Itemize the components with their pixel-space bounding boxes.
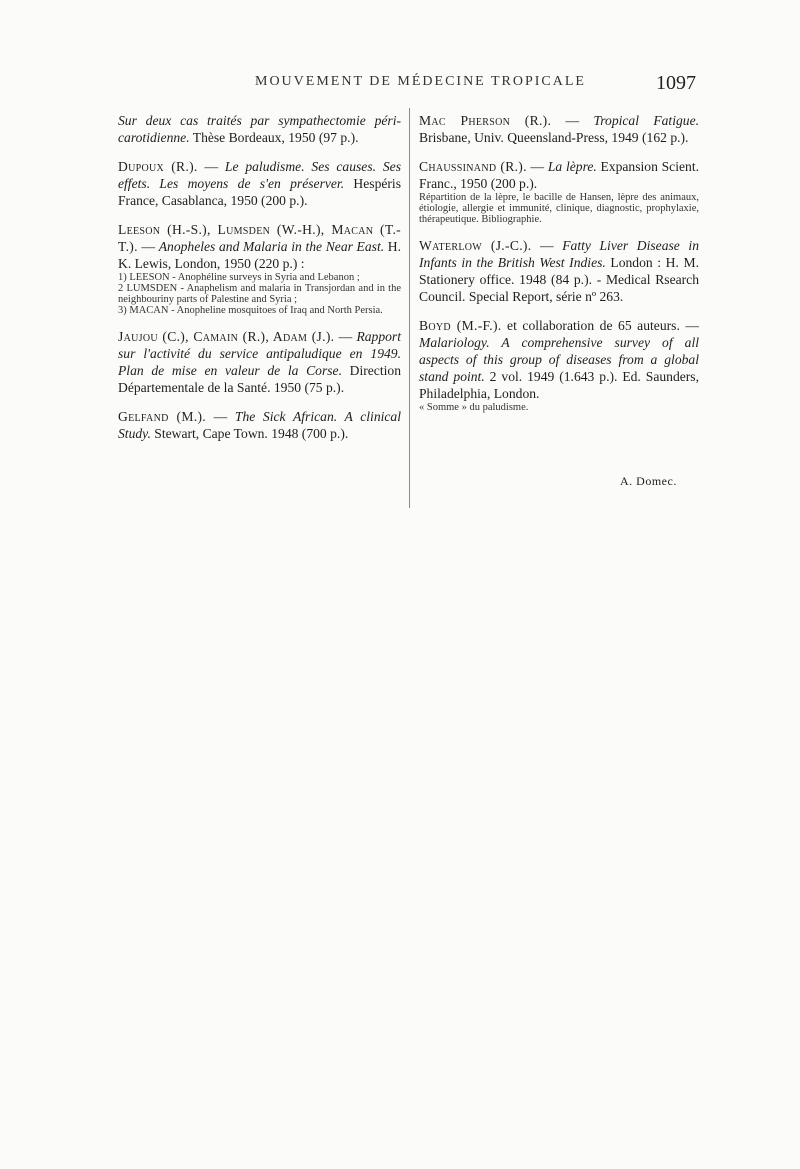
entry-author: Jaujou (C.), Camain (R.), Adam (J.). — [118, 329, 335, 344]
column-divider — [409, 108, 410, 508]
entry-title: The Sick African. A clinical Study. — [118, 409, 401, 441]
bibliography-entry — [118, 112, 401, 146]
entry-note: « Somme » du paludisme. — [419, 402, 529, 413]
entry-publication: Brisbane, Univ. Queensland-Press, 1949 (162 p.). — [419, 130, 689, 145]
bibliography-entry: Jaujou (C.), Camain (R.), Adam (J.). — Rapport sur l'activité du service antipaludique en 1949. Plan de mise en valeur de la Corse. Direction Départementale de la Santé. 1950 (75 p.). — [118, 329, 401, 395]
bibliography-entry: Leeson (H.-S.), Lumsden (W.-H.), Macan (T.-T.). — Anopheles and Malaria in the Near East. H. K. Lewis, London, 1950 (220 p.) : 1) LEESON - Anophéline surveys in Syria and Lebanon ; 2 LUMSDEN - Anaphelism and malaria in Transjordan and in the neighbouriny parts of Palestine and Syria ; 3) MACAN - Anopheline mosquitoes of Iraq and North Persia. — [118, 222, 401, 316]
entry-publication: Thèse Bordeaux, 1950 (97 p.). — [189, 130, 359, 145]
entry-title: La lèpre. — [547, 159, 597, 174]
entry-title: Anopheles and Malaria in the Near East. — [158, 239, 385, 254]
running-header: MOUVEMENT DE MÉDECINE TROPICALE — [255, 74, 586, 89]
entry-publication: London : H. M. Stationery office. 1948 (84 p.). - Medical Rsearch Council. Special Report, série nº 263. — [419, 255, 699, 304]
entry-title: Tropical Fatigue. — [593, 113, 700, 128]
bibliography-entry: Gelfand (M.). — The Sick African. A clinical Study. Stewart, Cape Town. 1948 (700 p.). — [118, 409, 401, 441]
page-number: 1097 — [656, 72, 696, 94]
bibliography-entry: Chaussinand (R.). — La lèpre. Expansion Scient. Franc., 1950 (200 p.). Répartition de la lèpre, le bacille de Hansen, lèpre des animaux, étiologie, allergie et immunité, clinique, diagnostic, prophylaxie, thérapeutique. Bibliographie. — [419, 159, 699, 225]
bibliography-entry: Waterlow (J.-C.). — Fatty Liver Disease in Infants in the British West Indies. London : H. M. Stationery office. 1948 (84 p.). - Medical Rsearch Council. Special Report, série nº 263. — [419, 238, 699, 304]
entry-title: Fatty Liver Disease in Infants in the British West Indies. — [419, 238, 699, 270]
entry-title: Rapport sur l'activité du service antipaludique en 1949. Plan de mise en valeur de la Corse. — [118, 329, 401, 378]
entry-note: Répartition de la lèpre, le bacille de Hansen, lèpre des animaux, étiologie, allergie et immunité, clinique, diagnostic, prophylaxie, thérapeutique. Bibliographie. — [419, 192, 699, 225]
entry-author: Gelfand (M.). — [118, 409, 206, 424]
bibliography-entry: Boyd (M.-F.). et collaboration de 65 auteurs. — Malariology. A comprehensive survey of all aspects of this group of diseases from a global stand point. 2 vol. 1949 (1.643 p.). Ed. Saunders, Philadelphia, London. « Somme » du paludisme. — [419, 318, 699, 413]
bibliography-entry: Dupoux (R.). — Le paludisme. Ses causes. Ses effets. Les moyens de s'en préserver. Hespéris France, Casablanca, 1950 (200 p.). — [118, 159, 401, 208]
entry-author: Chaussinand (R.). — [419, 159, 527, 174]
entry-author: Mac Pherson (R.). — [419, 113, 552, 128]
entry-note: 1) LEESON - Anophéline surveys in Syria and Lebanon ; — [118, 272, 360, 283]
entry-publication: Stewart, Cape Town. 1948 (700 p.). — [150, 426, 349, 441]
left-column — [118, 112, 401, 454]
entry-publication: Direction Départementale de la Santé. 1950 (75 p.). — [118, 363, 401, 395]
entry-publication: Expansion Scient. Franc., 1950 (200 p.). — [419, 159, 699, 191]
entry-author: Boyd (M.-F.). — [419, 318, 502, 333]
entry-title: Malariology. A comprehensive survey of all aspects of this group of diseases from a global stand point. — [419, 335, 699, 384]
entry-title: Sur deux cas traités par sympathectomie péri-carotidienne. — [118, 113, 401, 145]
entry-author: Leeson (H.-S.), Lumsden (W.-H.), Macan (T.-T.). — [118, 222, 401, 254]
entry-publication: H. K. Lewis, London, 1950 (220 p.) : — [118, 239, 401, 271]
right-column — [419, 112, 699, 425]
entry-author: Waterlow (J.-C.). — [419, 238, 532, 253]
entry-author: Dupoux (R.). — [118, 159, 198, 174]
entry-publication: Hespéris France, Casablanca, 1950 (200 p.). — [118, 176, 401, 208]
entry-note: 3) MACAN - Anopheline mosquitoes of Iraq and North Persia. — [118, 305, 383, 316]
entry-publication: 2 vol. 1949 (1.643 p.). Ed. Saunders, Philadelphia, London. — [419, 369, 699, 401]
entry-note: 2 LUMSDEN - Anaphelism and malaria in Transjordan and in the neighbouriny parts of Palestine and Syria ; — [118, 283, 401, 305]
author-signature: A. Domec. — [620, 474, 677, 488]
entry-title: Le paludisme. Ses causes. Ses effets. Les moyens de s'en préserver. — [118, 159, 401, 191]
bibliography-entry: Mac Pherson (R.). — Tropical Fatigue. Brisbane, Univ. Queensland-Press, 1949 (162 p.). — [419, 113, 700, 145]
